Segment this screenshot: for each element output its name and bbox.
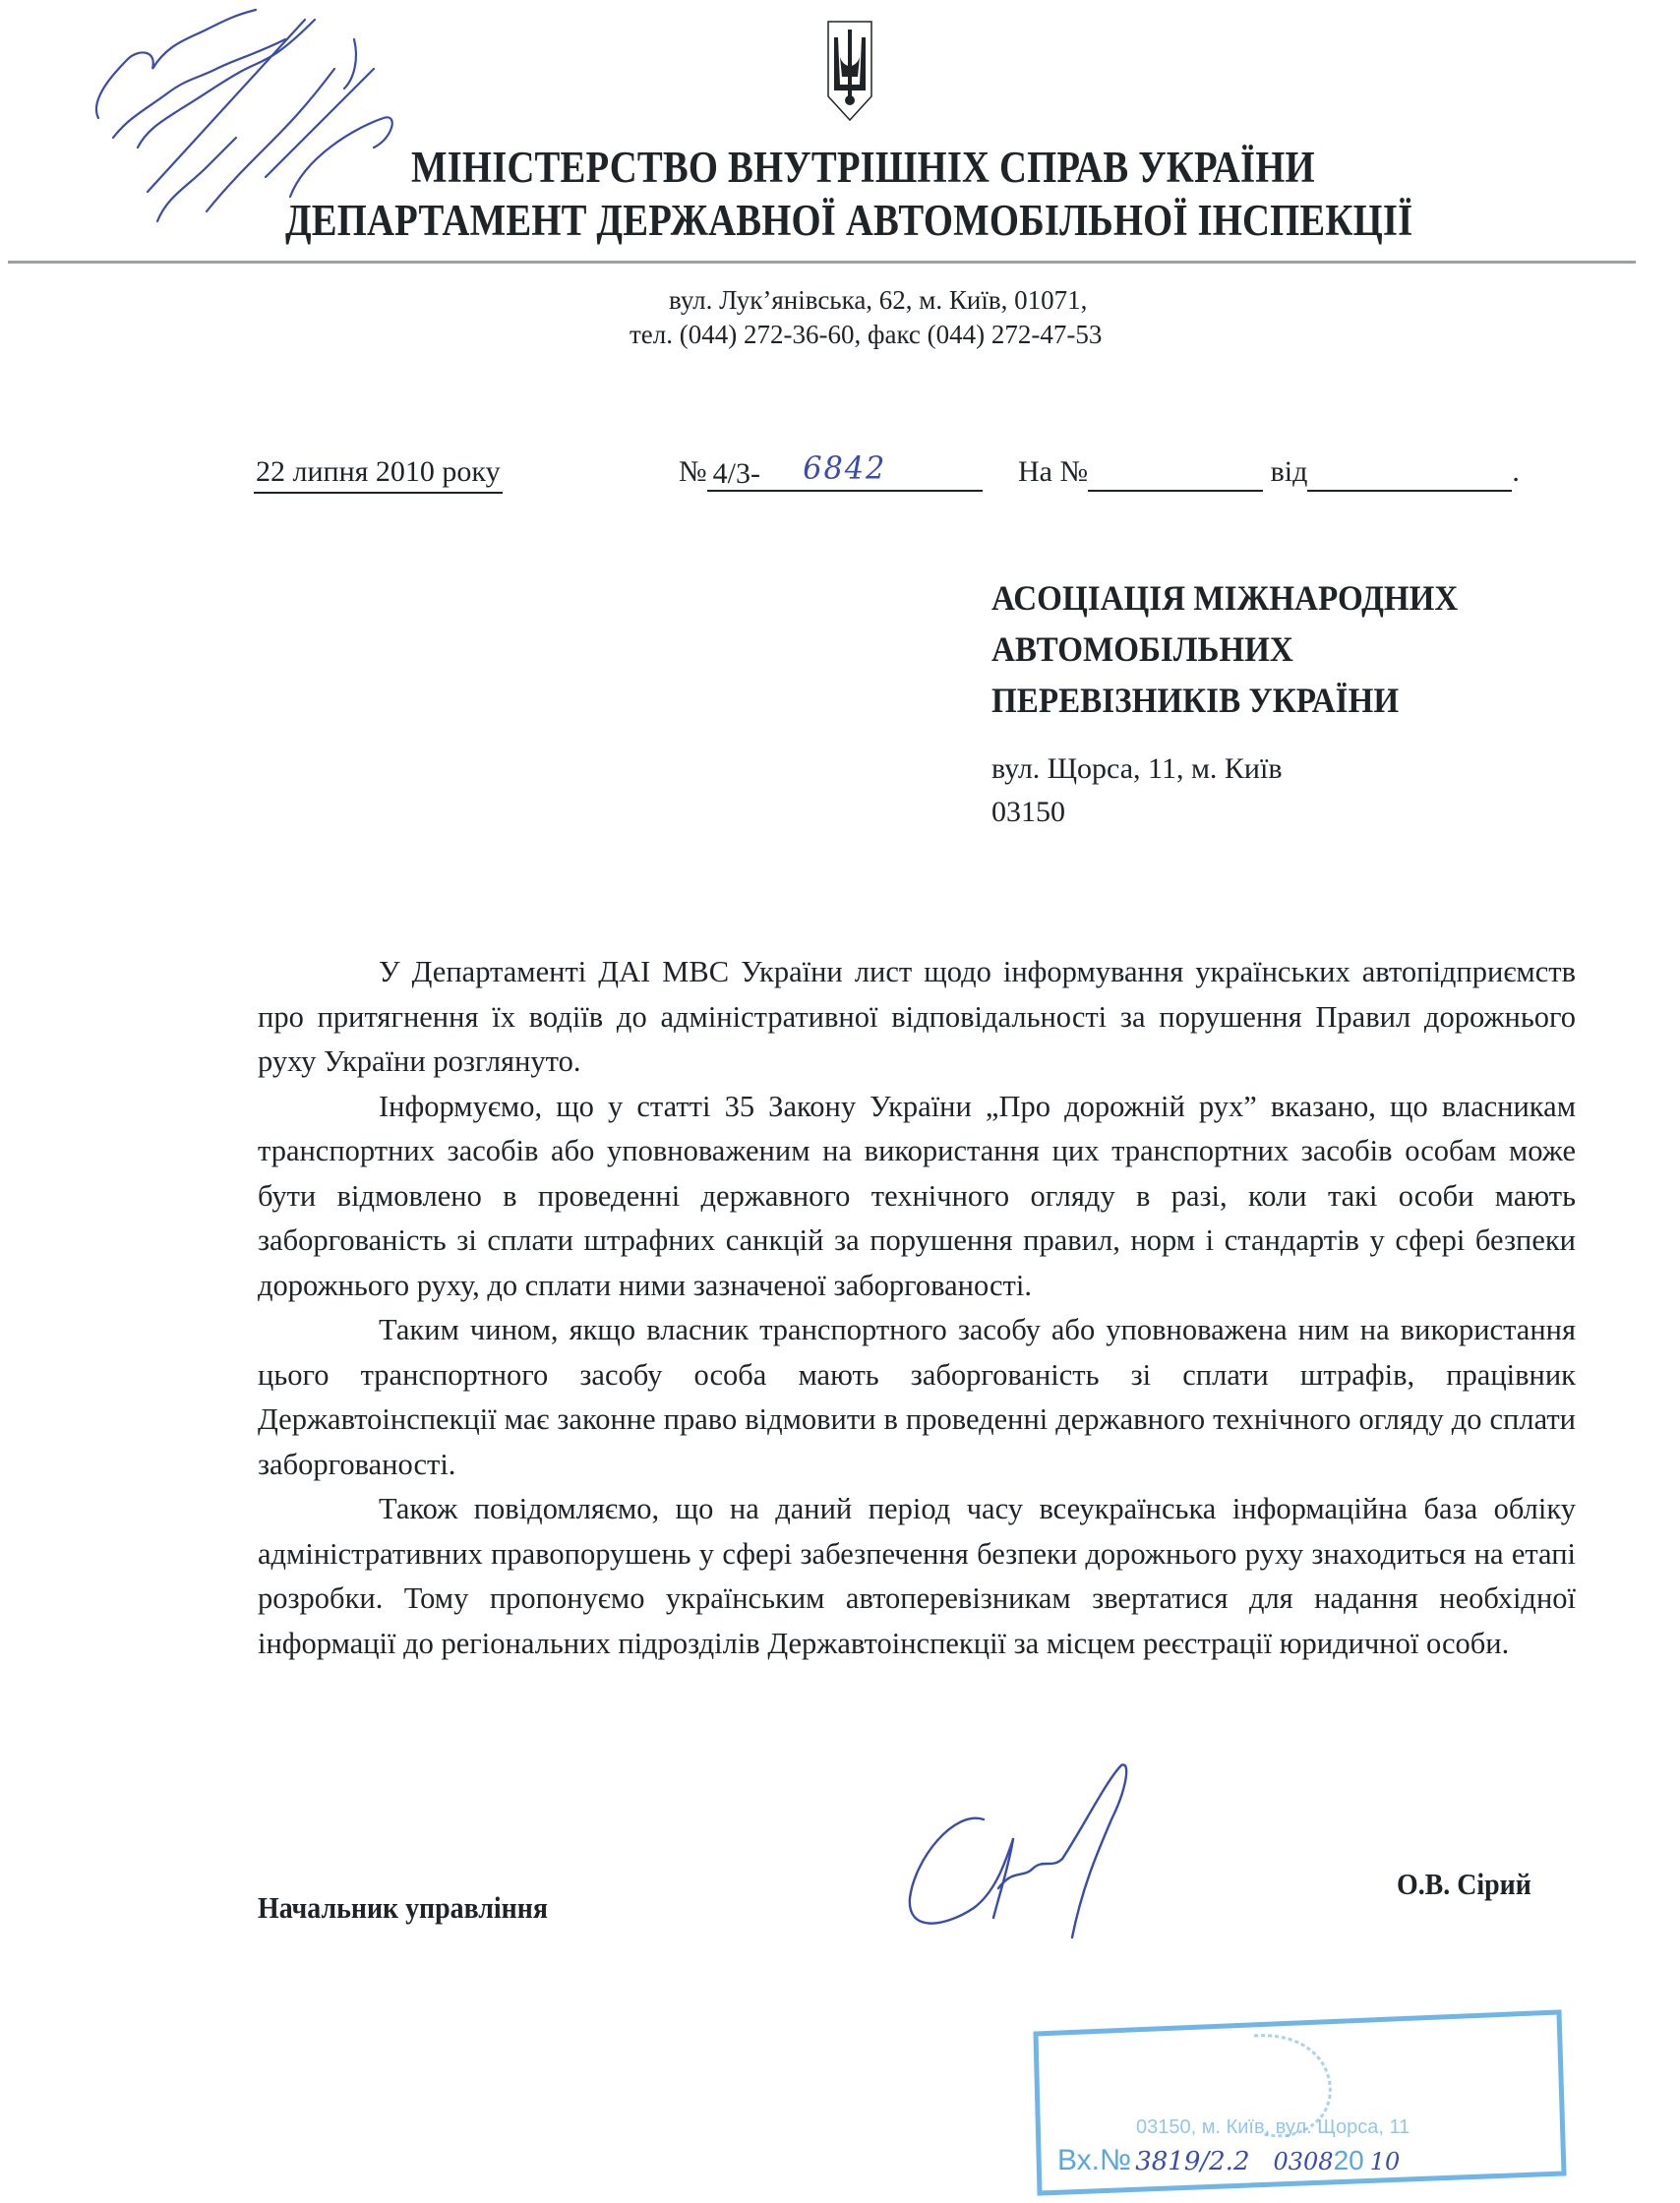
letterhead-divider xyxy=(8,261,1636,264)
recipient-street: вул. Щорса, 11, м. Київ xyxy=(991,752,1283,785)
incoming-number: 3819/2.2 xyxy=(1135,2147,1250,2176)
incoming-registration-stamp xyxy=(1028,2006,1579,2198)
reply-to-label: На № xyxy=(1018,455,1089,488)
stamp-incoming-line xyxy=(1057,2144,1400,2177)
department-name: ДЕПАРТАМЕНТ ДЕРЖАВНОЇ АВТОМОБІЛЬНОЇ ІНСПЕКЦІЇ xyxy=(285,196,1413,245)
recipient-postcode: 03150 xyxy=(991,796,1065,828)
signatory-title: Начальник управління xyxy=(258,1890,548,1925)
recipient-address xyxy=(991,747,1283,834)
recipient-line: АВТОМОБІЛЬНИХ xyxy=(991,629,1293,669)
handwritten-signature xyxy=(885,1760,1210,1947)
end-mark: . xyxy=(1512,455,1520,488)
year-suffix: 10 xyxy=(1369,2148,1401,2175)
from-label: від xyxy=(1270,455,1308,488)
number-field xyxy=(707,449,983,492)
trident-coat-of-arms-icon xyxy=(826,18,873,122)
signatory-name: О.В. Сірий xyxy=(1397,1867,1531,1901)
letter-date: 22 липня 2010 року xyxy=(254,452,503,494)
stamp-address: 03150, м. Київ, вул. Щорса, 11 xyxy=(1136,2116,1410,2138)
body-paragraph: Також повідомляємо, що на даний період часу всеукраїнська інформаційна база обліку адміністративних правопорушень у сфері забезпечення безпеки дорожнього руху знаходиться на етапі розробки. Тому пропонуємо українським автоперевізникам звертатися для надання необхідної інформації до регіональних підрозділів Державтоінспекції за місцем реєстрації юридичної особи. xyxy=(258,1492,1576,1660)
number-label: № xyxy=(679,455,707,488)
letterhead-phone-fax: тел. (044) 272-36-60, факс (044) 272-47-53 xyxy=(630,320,1103,349)
recipient-line: АСОЦІАЦІЯ МІЖНАРОДНИХ xyxy=(991,578,1459,618)
body-paragraph: У Департаменті ДАІ МВС України лист щодо інформування українських автопідприємств про притягнення їх водіїв до адміністративної відповідальності за порушення Правил дорожнього руху України розглянуто. xyxy=(258,955,1576,1078)
number-prefix: 4/3- xyxy=(712,457,760,490)
letter-body xyxy=(258,950,1576,1666)
letterhead-address: вул. Лук’янівська, 62, м. Київ, 01071, xyxy=(669,285,1088,315)
reply-date-blank xyxy=(1307,458,1512,492)
recipient-name xyxy=(991,572,1458,726)
outgoing-number xyxy=(679,449,983,492)
body-paragraph: Таким чином, якщо власник транспортного засобу або уповноважена ним на використання цього транспортного засобу особа мають заборгованість зі сплати штрафів, працівник Державтоінспекції має законне право відмовити в проведенні державного технічного огляду до сплати заборгованості. xyxy=(258,1313,1576,1481)
recipient-line: ПЕРЕВІЗНИКІВ УКРАЇНИ xyxy=(991,681,1400,720)
incoming-date: 0308 xyxy=(1273,2148,1334,2175)
incoming-label: Вх.№ xyxy=(1057,2144,1132,2176)
body-paragraph: Інформуємо, що у статті 35 Закону України „Про дорожній рух” вказано, що власникам транспортних засобів або уповноваженим на використання цих транспортних засобів особам може бути відмовлено в проведенні державного технічного огляду в разі, коли такі особи мають заборгованість зі сплати штрафних санкцій за порушення правил, норм і стандартів у сфері безпеки дорожнього руху, до сплати ними зазначеної заборгованості. xyxy=(258,1089,1576,1302)
reply-reference xyxy=(1018,452,1520,492)
ministry-name: МІНІСТЕРСТВО ВНУТРІШНІХ СПРАВ УКРАЇНИ xyxy=(411,143,1315,192)
handwritten-number: 6842 xyxy=(802,449,886,487)
reply-number-blank xyxy=(1088,458,1263,492)
year-prefix: 20 xyxy=(1333,2145,1364,2175)
